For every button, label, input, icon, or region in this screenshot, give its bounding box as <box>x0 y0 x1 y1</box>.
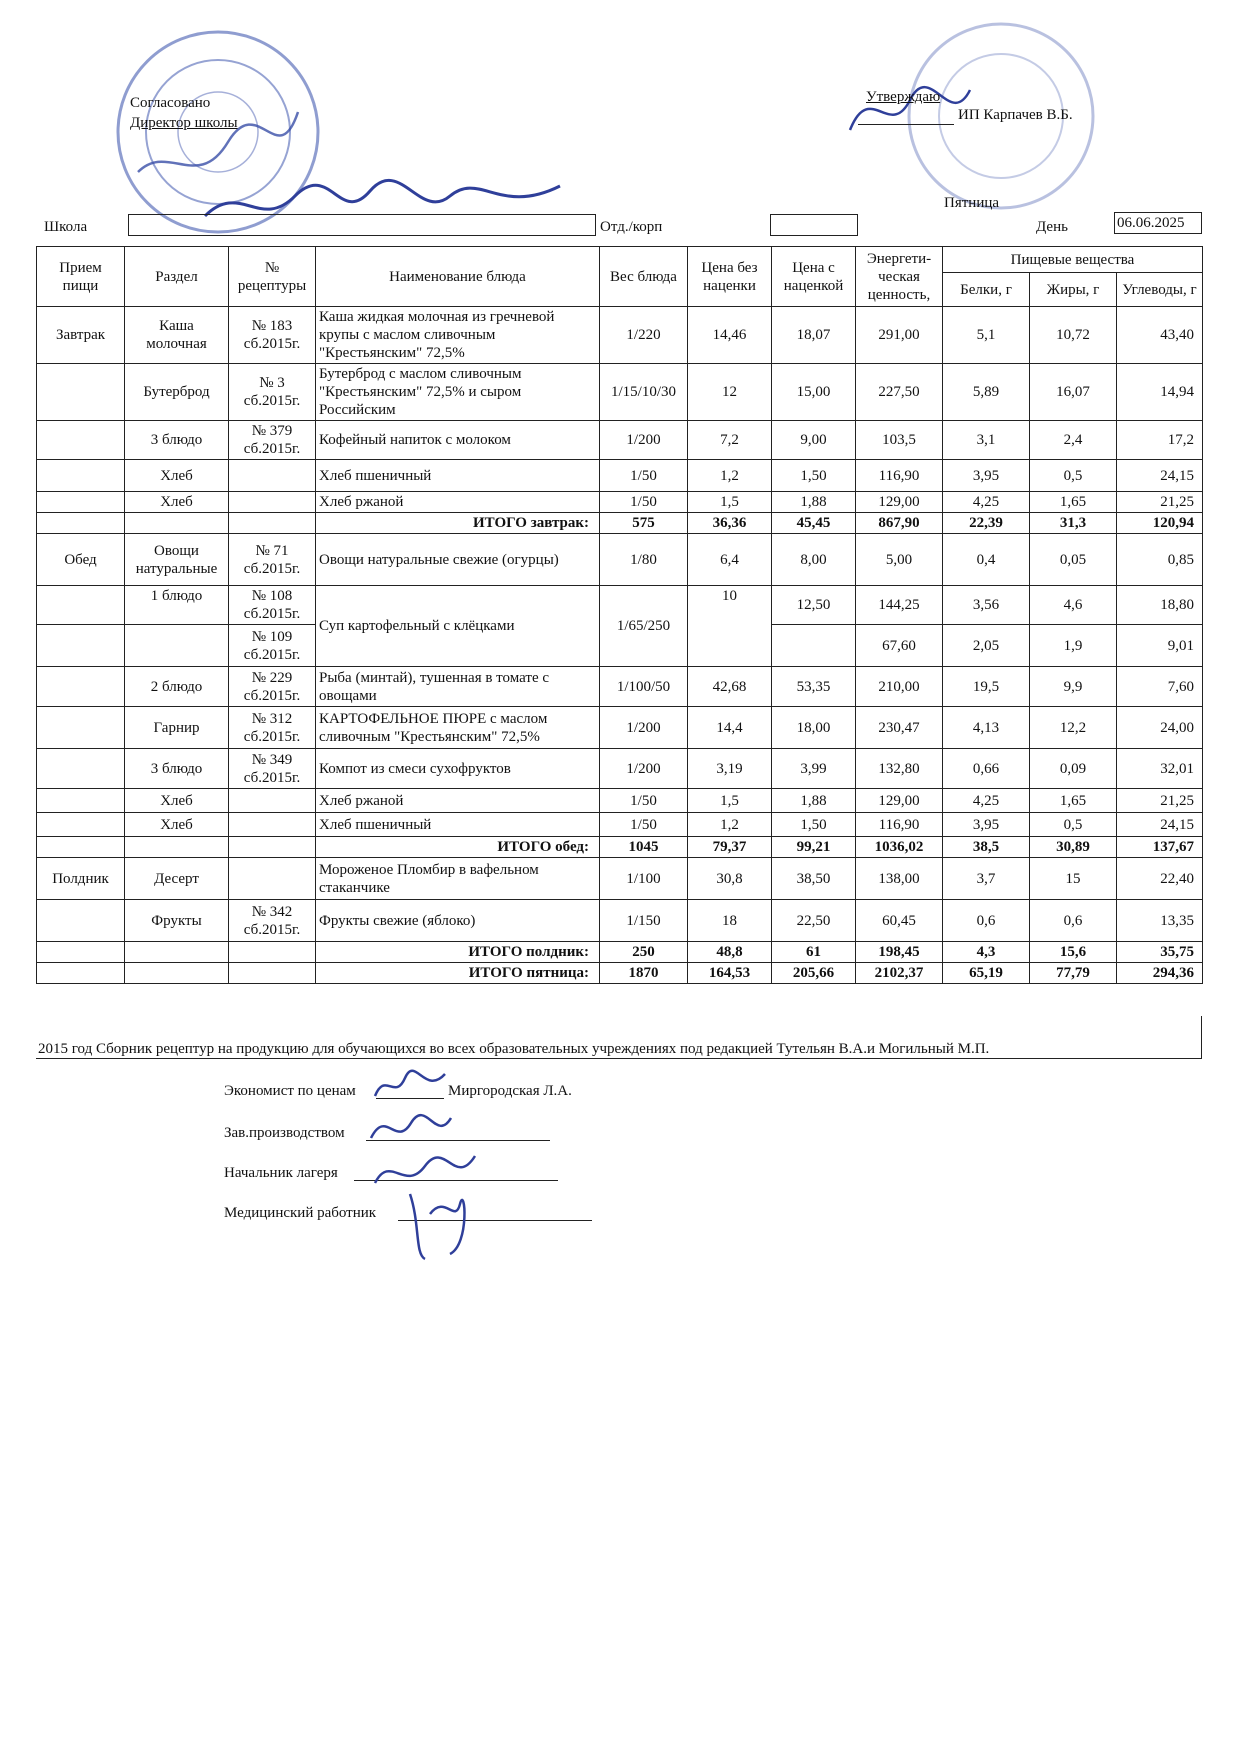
price-cell: 1,2 <box>688 813 772 837</box>
dish-cell: Мороженое Пломбир в вафельном стаканчике <box>316 858 600 900</box>
price-cell: 42,68 <box>688 667 772 707</box>
price-markup-cell: 12,50 <box>772 586 856 625</box>
school-field <box>128 214 596 236</box>
meal-cell: Полдник <box>37 858 125 900</box>
energy-cell: 227,50 <box>856 364 943 421</box>
recipe-cell: № 349 сб.2015г. <box>229 749 316 789</box>
fat-cell: 0,6 <box>1030 900 1117 942</box>
subtotal-row <box>37 513 1203 534</box>
energy-cell: 116,90 <box>856 813 943 837</box>
section-cell: Гарнир <box>125 707 229 749</box>
fat-cell: 9,9 <box>1030 667 1117 707</box>
protein-cell: 4,3 <box>943 942 1030 963</box>
price-markup-cell: 1,50 <box>772 813 856 837</box>
weight-cell: 1/80 <box>600 534 688 586</box>
table-row <box>37 667 1203 707</box>
dish-cell: Хлеб пшеничный <box>316 813 600 837</box>
price-cell: 36,36 <box>688 513 772 534</box>
section-cell: Хлеб <box>125 813 229 837</box>
weight-cell: 1/15/10/30 <box>600 364 688 421</box>
dish-cell: Каша жидкая молочная из гречневой крупы с маслом сливочным "Крестьянским" 72,5% <box>316 307 600 364</box>
price-markup-cell: 53,35 <box>772 667 856 707</box>
fat-cell: 0,09 <box>1030 749 1117 789</box>
section-cell: 1 блюдо <box>125 586 229 625</box>
subtotal-row <box>37 837 1203 858</box>
fat-cell: 31,3 <box>1030 513 1117 534</box>
recipe-cell: № 71 сб.2015г. <box>229 534 316 586</box>
price-cell: 48,8 <box>688 942 772 963</box>
carbs-cell: 13,35 <box>1117 900 1203 942</box>
weight-cell: 1/200 <box>600 707 688 749</box>
energy-cell: 867,90 <box>856 513 943 534</box>
carbs-cell: 294,36 <box>1117 963 1203 984</box>
protein-cell: 0,66 <box>943 749 1030 789</box>
carbs-cell: 18,80 <box>1117 586 1203 625</box>
carbs-cell: 0,85 <box>1117 534 1203 586</box>
protein-cell: 5,1 <box>943 307 1030 364</box>
col-section: Раздел <box>125 247 229 307</box>
price-cell: 1,5 <box>688 789 772 813</box>
fat-cell: 1,65 <box>1030 492 1117 513</box>
protein-cell: 2,05 <box>943 625 1030 667</box>
weekday: Пятница <box>944 195 1000 211</box>
price-markup-cell: 18,07 <box>772 307 856 364</box>
col-energy: Энергети-ческая ценность, <box>856 247 943 307</box>
protein-cell: 65,19 <box>943 963 1030 984</box>
weight-cell: 1/150 <box>600 900 688 942</box>
section-cell: 3 блюдо <box>125 421 229 460</box>
table-row <box>37 307 1203 364</box>
weight-cell: 1/50 <box>600 492 688 513</box>
price-cell: 7,2 <box>688 421 772 460</box>
protein-cell: 0,4 <box>943 534 1030 586</box>
col-carbs: Углеводы, г <box>1117 273 1203 307</box>
energy-cell: 129,00 <box>856 492 943 513</box>
price-markup-cell: 8,00 <box>772 534 856 586</box>
day-label: День <box>1036 219 1068 235</box>
dish-cell: Компот из смеси сухофруктов <box>316 749 600 789</box>
dept-field <box>770 214 858 236</box>
production-label: Зав.производством <box>224 1125 345 1141</box>
approve-label: Утверждаю <box>866 89 941 105</box>
fat-cell: 0,5 <box>1030 460 1117 492</box>
dish-cell: Рыба (минтай), тушенная в томате с овощами <box>316 667 600 707</box>
carbs-cell: 7,60 <box>1117 667 1203 707</box>
energy-cell: 67,60 <box>856 625 943 667</box>
meal-cell: Завтрак <box>37 307 125 364</box>
price-markup-cell: 205,66 <box>772 963 856 984</box>
weight-cell: 1/65/250 <box>600 586 688 667</box>
dish-cell: Кофейный напиток с молоком <box>316 421 600 460</box>
recipe-cell: № 312 сб.2015г. <box>229 707 316 749</box>
carbs-cell: 32,01 <box>1117 749 1203 789</box>
energy-cell: 132,80 <box>856 749 943 789</box>
table-row <box>37 813 1203 837</box>
price-markup-cell: 15,00 <box>772 364 856 421</box>
fat-cell: 0,5 <box>1030 813 1117 837</box>
fat-cell: 15 <box>1030 858 1117 900</box>
price-cell: 14,4 <box>688 707 772 749</box>
menu-table <box>36 246 1203 984</box>
fat-cell: 15,6 <box>1030 942 1117 963</box>
weight-cell: 1045 <box>600 837 688 858</box>
protein-cell: 22,39 <box>943 513 1030 534</box>
camp-label: Начальник лагеря <box>224 1165 338 1181</box>
price-cell: 164,53 <box>688 963 772 984</box>
approver-name: ИП Карпачев В.Б. <box>958 107 1073 123</box>
table-row <box>37 364 1203 421</box>
section-cell: Фрукты <box>125 900 229 942</box>
weight-cell: 1870 <box>600 963 688 984</box>
section-cell: Бутерброд <box>125 364 229 421</box>
weight-cell: 1/50 <box>600 789 688 813</box>
dish-cell: Хлеб ржаной <box>316 492 600 513</box>
weight-cell: 575 <box>600 513 688 534</box>
energy-cell: 144,25 <box>856 586 943 625</box>
recipe-cell: № 3 сб.2015г. <box>229 364 316 421</box>
subtotal-label: ИТОГО обед: <box>316 837 600 858</box>
col-meal: Прием пищи <box>37 247 125 307</box>
energy-cell: 210,00 <box>856 667 943 707</box>
subtotal-label: ИТОГО завтрак: <box>316 513 600 534</box>
weight-cell: 1/50 <box>600 813 688 837</box>
price-markup-cell: 1,88 <box>772 789 856 813</box>
weight-cell: 250 <box>600 942 688 963</box>
dish-cell: КАРТОФЕЛЬНОЕ ПЮРЕ с маслом сливочным "Крестьянским" 72,5% <box>316 707 600 749</box>
fat-cell: 0,05 <box>1030 534 1117 586</box>
section-cell: Десерт <box>125 858 229 900</box>
col-dish: Наименование блюда <box>316 247 600 307</box>
price-cell: 12 <box>688 364 772 421</box>
price-markup-cell: 1,50 <box>772 460 856 492</box>
weight-cell: 1/100 <box>600 858 688 900</box>
protein-cell: 0,6 <box>943 900 1030 942</box>
weight-cell: 1/100/50 <box>600 667 688 707</box>
recipe-cell: № 109 сб.2015г. <box>229 625 316 667</box>
table-row <box>37 492 1203 513</box>
price-cell: 30,8 <box>688 858 772 900</box>
protein-cell: 3,1 <box>943 421 1030 460</box>
protein-cell: 3,56 <box>943 586 1030 625</box>
header-row <box>37 247 1203 273</box>
protein-cell: 4,25 <box>943 492 1030 513</box>
table-row <box>37 421 1203 460</box>
price-markup-cell: 61 <box>772 942 856 963</box>
section-cell: Хлеб <box>125 789 229 813</box>
energy-cell: 60,45 <box>856 900 943 942</box>
price-cell: 1,5 <box>688 492 772 513</box>
col-nutrients: Пищевые вещества <box>943 247 1203 273</box>
price-markup-cell: 1,88 <box>772 492 856 513</box>
table-row <box>37 586 1203 625</box>
dish-cell: Овощи натуральные свежие (огурцы) <box>316 534 600 586</box>
carbs-cell: 43,40 <box>1117 307 1203 364</box>
protein-cell: 3,7 <box>943 858 1030 900</box>
energy-cell: 129,00 <box>856 789 943 813</box>
carbs-cell: 24,15 <box>1117 460 1203 492</box>
dish-cell: Хлеб пшеничный <box>316 460 600 492</box>
recipe-cell: № 379 сб.2015г. <box>229 421 316 460</box>
weight-cell: 1/200 <box>600 749 688 789</box>
day-total-label: ИТОГО пятница: <box>316 963 600 984</box>
section-cell: 2 блюдо <box>125 667 229 707</box>
carbs-cell: 21,25 <box>1117 492 1203 513</box>
protein-cell: 4,25 <box>943 789 1030 813</box>
energy-cell: 103,5 <box>856 421 943 460</box>
section-cell: Овощи натуральные <box>125 534 229 586</box>
recipe-cell: № 342 сб.2015г. <box>229 900 316 942</box>
agreed-label: Согласовано <box>130 95 211 111</box>
carbs-cell: 21,25 <box>1117 789 1203 813</box>
protein-cell: 4,13 <box>943 707 1030 749</box>
carbs-cell: 24,15 <box>1117 813 1203 837</box>
carbs-cell: 35,75 <box>1117 942 1203 963</box>
price-markup-cell: 99,21 <box>772 837 856 858</box>
price-cell: 14,46 <box>688 307 772 364</box>
carbs-cell: 137,67 <box>1117 837 1203 858</box>
weight-cell: 1/220 <box>600 307 688 364</box>
energy-cell: 1036,02 <box>856 837 943 858</box>
energy-cell: 5,00 <box>856 534 943 586</box>
weight-cell: 1/50 <box>600 460 688 492</box>
energy-cell: 291,00 <box>856 307 943 364</box>
price-markup-cell: 38,50 <box>772 858 856 900</box>
price-markup-cell: 9,00 <box>772 421 856 460</box>
dish-cell: Хлеб ржаной <box>316 789 600 813</box>
weight-cell: 1/200 <box>600 421 688 460</box>
col-protein: Белки, г <box>943 273 1030 307</box>
section-cell: 3 блюдо <box>125 749 229 789</box>
economist-name: Миргородская Л.А. <box>448 1083 572 1099</box>
recipe-cell: № 183 сб.2015г. <box>229 307 316 364</box>
fat-cell: 2,4 <box>1030 421 1117 460</box>
energy-cell: 116,90 <box>856 460 943 492</box>
school-label: Школа <box>44 219 88 235</box>
medic-signature <box>400 1184 480 1264</box>
economist-label: Экономист по ценам <box>224 1083 356 1099</box>
subtotal-label: ИТОГО полдник: <box>316 942 600 963</box>
production-signature <box>366 1108 456 1148</box>
table-row <box>37 460 1203 492</box>
table-row <box>37 749 1203 789</box>
price-cell: 6,4 <box>688 534 772 586</box>
director-label: Директор школы <box>130 115 238 131</box>
col-price-markup: Цена с наценкой <box>772 247 856 307</box>
meal-cell: Обед <box>37 534 125 586</box>
protein-cell: 3,95 <box>943 460 1030 492</box>
carbs-cell: 22,40 <box>1117 858 1203 900</box>
dish-cell: Бутерброд с маслом сливочным "Крестьянским" 72,5% и сыром Российским <box>316 364 600 421</box>
day-total-row <box>37 963 1203 984</box>
price-markup-cell: 18,00 <box>772 707 856 749</box>
section-cell: Хлеб <box>125 492 229 513</box>
price-cell: 10 <box>688 586 772 667</box>
energy-cell: 230,47 <box>856 707 943 749</box>
price-cell: 79,37 <box>688 837 772 858</box>
dish-cell: Фрукты свежие (яблоко) <box>316 900 600 942</box>
protein-cell: 38,5 <box>943 837 1030 858</box>
fat-cell: 12,2 <box>1030 707 1117 749</box>
table-row <box>37 858 1203 900</box>
subtotal-row <box>37 942 1203 963</box>
fat-cell: 1,9 <box>1030 625 1117 667</box>
carbs-cell: 24,00 <box>1117 707 1203 749</box>
fat-cell: 77,79 <box>1030 963 1117 984</box>
energy-cell: 138,00 <box>856 858 943 900</box>
carbs-cell: 14,94 <box>1117 364 1203 421</box>
fat-cell: 4,6 <box>1030 586 1117 625</box>
price-cell: 1,2 <box>688 460 772 492</box>
section-cell: Каша молочная <box>125 307 229 364</box>
table-row <box>37 789 1203 813</box>
price-markup-cell: 22,50 <box>772 900 856 942</box>
fat-cell: 10,72 <box>1030 307 1117 364</box>
price-markup-cell: 3,99 <box>772 749 856 789</box>
economist-signature <box>370 1066 450 1106</box>
carbs-cell: 120,94 <box>1117 513 1203 534</box>
price-cell: 3,19 <box>688 749 772 789</box>
carbs-cell: 9,01 <box>1117 625 1203 667</box>
table-row <box>37 707 1203 749</box>
medic-label: Медицинский работник <box>224 1205 377 1221</box>
table-row <box>37 900 1203 942</box>
energy-cell: 2102,37 <box>856 963 943 984</box>
section-cell: Хлеб <box>125 460 229 492</box>
fat-cell: 16,07 <box>1030 364 1117 421</box>
carbs-cell: 17,2 <box>1117 421 1203 460</box>
recipe-cell: № 229 сб.2015г. <box>229 667 316 707</box>
col-weight: Вес блюда <box>600 247 688 307</box>
col-recipe: № рецептуры <box>229 247 316 307</box>
dept-label: Отд./корп <box>600 219 663 235</box>
price-markup-cell: 45,45 <box>772 513 856 534</box>
protein-cell: 19,5 <box>943 667 1030 707</box>
protein-cell: 5,89 <box>943 364 1030 421</box>
table-row <box>37 534 1203 586</box>
dish-cell: Суп картофельный с клёцками <box>316 586 600 667</box>
protein-cell: 3,95 <box>943 813 1030 837</box>
source-note: 2015 год Сборник рецептур на продукцию для обучающихся во всех образовательных учреждениях под редакцией Тутельян В.А.и Могильный М.П. <box>38 1041 990 1057</box>
recipe-cell: № 108 сб.2015г. <box>229 586 316 625</box>
date-field: 06.06.2025 <box>1114 212 1202 234</box>
col-fat: Жиры, г <box>1030 273 1117 307</box>
col-price-no-markup: Цена без наценки <box>688 247 772 307</box>
fat-cell: 30,89 <box>1030 837 1117 858</box>
price-cell: 18 <box>688 900 772 942</box>
energy-cell: 198,45 <box>856 942 943 963</box>
fat-cell: 1,65 <box>1030 789 1117 813</box>
